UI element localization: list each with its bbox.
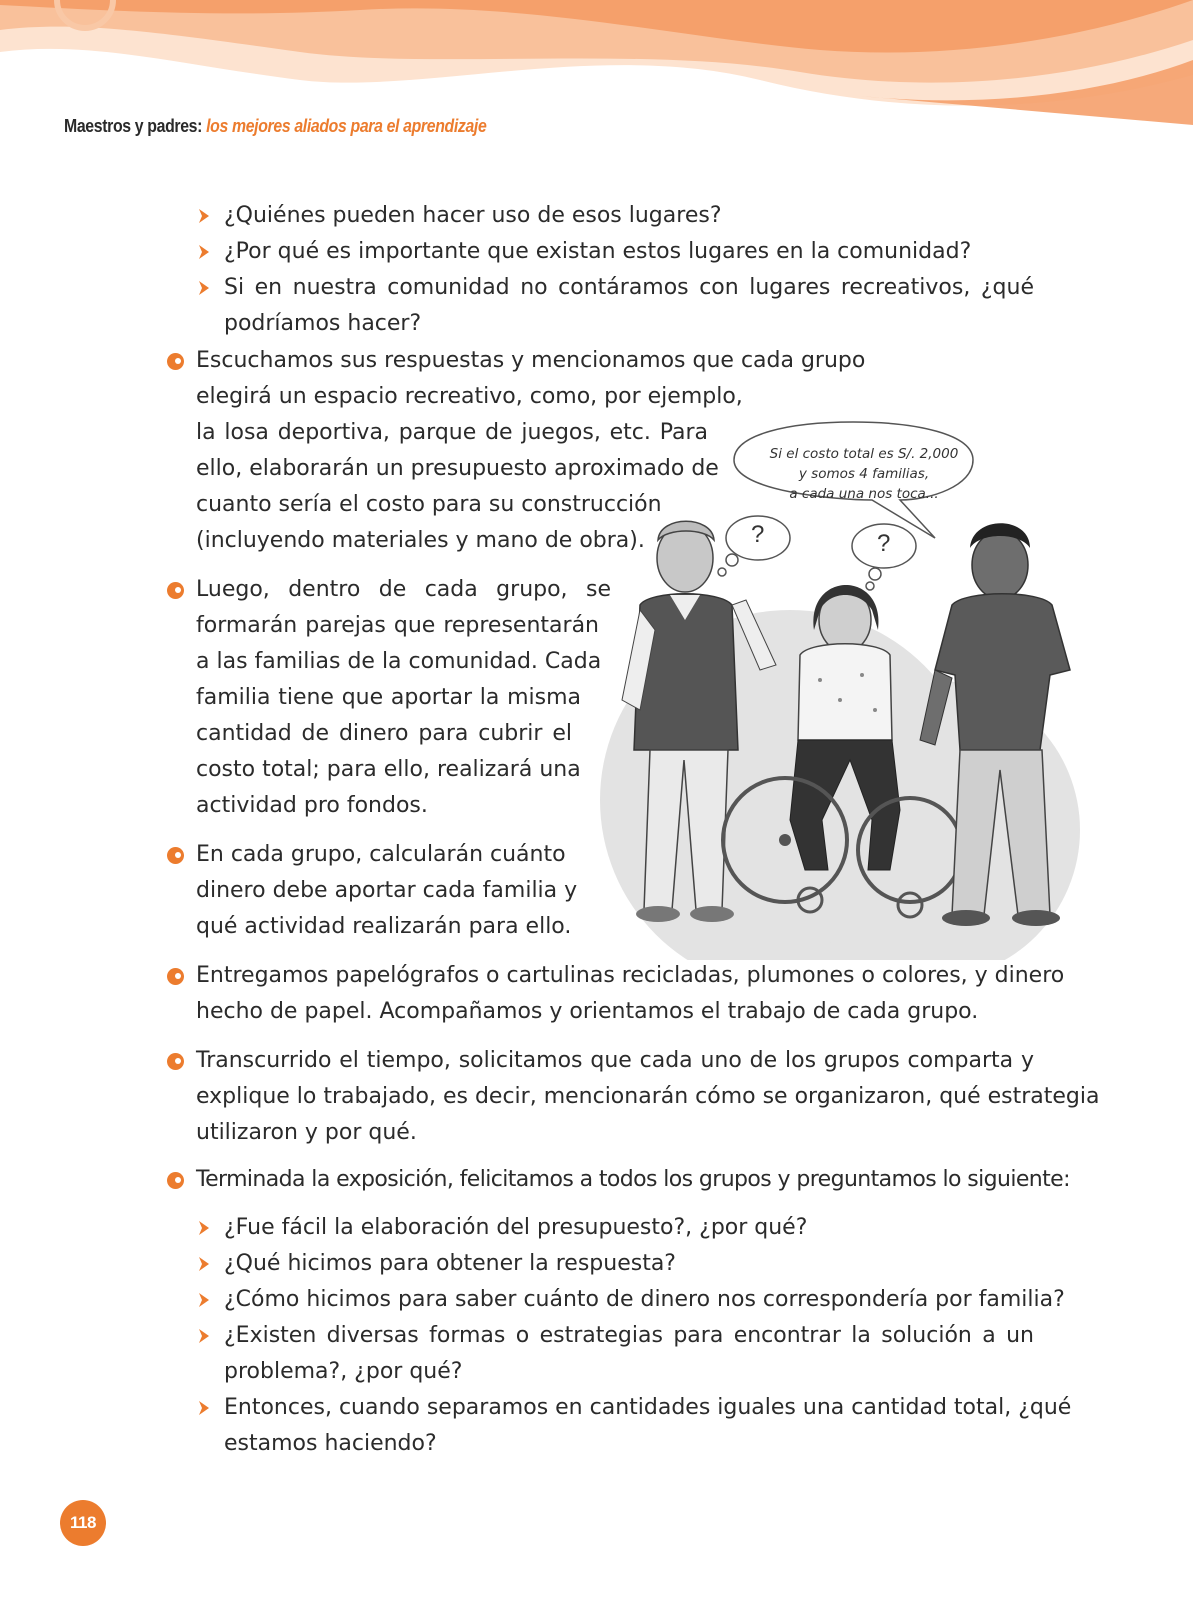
paragraph-line: cantidad de dinero para cubrir el [196,721,572,746]
bullet-icon [167,1172,184,1189]
paragraph-line: (incluyendo materiales y mano de obra). [196,528,645,553]
question-item: ¿Por qué es importante que existan estos lugares en la comunidad? [224,239,972,264]
speech-bubble-line: y somos 4 familias, [798,466,930,482]
paragraph-line: formarán parejas que representarán [196,613,599,638]
bullet-icon [167,968,184,985]
paragraph-line: En cada grupo, calcularán cuánto [196,842,566,867]
thought-bubble-question: ? [751,521,765,548]
chevron-right-icon [198,280,210,296]
question-item: ¿Cómo hicimos para saber cuánto de dinero nos correspondería por familia? [224,1287,1065,1312]
question-item-continued: podríamos hacer? [224,311,422,336]
paragraph-line: actividad pro fondos. [196,793,428,818]
paragraph-line: dinero debe aportar cada familia y [196,878,578,903]
running-head-prefix: Maestros y padres: [64,116,203,136]
speech-bubble-line: a cada una nos toca... [789,486,939,502]
chevron-right-icon [198,1256,210,1272]
question-item: ¿Fue fácil la elaboración del presupuesto?, ¿por qué? [224,1215,808,1240]
chevron-right-icon [198,208,210,224]
question-item: ¿Quiénes pueden hacer uso de esos lugares? [224,203,722,228]
paragraph-line: explique lo trabajado, es decir, mencionarán cómo se organizaron, qué estrategia [196,1084,1100,1109]
paragraph-line: Escuchamos sus respuestas y mencionamos que cada grupo [196,348,866,373]
bullet-icon [167,1053,184,1070]
paragraph-line: hecho de papel. Acompañamos y orientamos el trabajo de cada grupo. [196,999,979,1024]
paragraph-line: qué actividad realizarán para ello. [196,914,572,939]
speech-bubble-text [744,444,984,504]
paragraph-line: elegirá un espacio recreativo, como, por ejemplo, [196,384,743,409]
bullet-icon [167,847,184,864]
paragraph-line: la losa deportiva, parque de juegos, etc. Para [196,420,708,445]
question-item-continued: estamos haciendo? [224,1431,437,1456]
speech-bubble-line: Si el costo total es S/. 2,000 [769,446,959,462]
bullet-icon [167,582,184,599]
paragraph-line: utilizaron y por qué. [196,1120,417,1145]
chevron-right-icon [198,1400,210,1416]
chevron-right-icon [198,1220,210,1236]
running-head-title: los mejores aliados para el aprendizaje [206,116,487,136]
thought-bubble-question: ? [877,530,891,557]
question-item: Entonces, cuando separamos en cantidades iguales una cantidad total, ¿qué [224,1395,1072,1420]
paragraph-line: cuanto sería el costo para su construcción [196,492,662,517]
paragraph-line: Transcurrido el tiempo, solicitamos que cada uno de los grupos comparta y [196,1048,1034,1073]
question-item: ¿Existen diversas formas o estrategias para encontrar la solución a un [224,1323,1034,1348]
question-item: ¿Qué hicimos para obtener la respuesta? [224,1251,676,1276]
paragraph-line: Terminada la exposición, felicitamos a todos los grupos y preguntamos lo siguiente: [196,1167,1070,1192]
paragraph-line: costo total; para ello, realizará una [196,757,581,782]
paragraph-line: Luego, dentro de cada grupo, se [196,577,611,602]
chevron-right-icon [198,1292,210,1308]
chevron-right-icon [198,244,210,260]
paragraph-line: a las familias de la comunidad. Cada [196,649,602,674]
paragraph-line: Entregamos papelógrafos o cartulinas recicladas, plumones o colores, y dinero [196,963,1065,988]
chevron-right-icon [198,1328,210,1344]
paragraph-line: familia tiene que aportar la misma [196,685,581,710]
question-item-continued: problema?, ¿por qué? [224,1359,463,1384]
paragraph-line: ello, elaborarán un presupuesto aproximado de [196,456,719,481]
question-item: Si en nuestra comunidad no contáramos con lugares recreativos, ¿qué [224,275,1034,300]
bullet-icon [167,353,184,370]
page-number-badge: 118 [60,1500,106,1546]
